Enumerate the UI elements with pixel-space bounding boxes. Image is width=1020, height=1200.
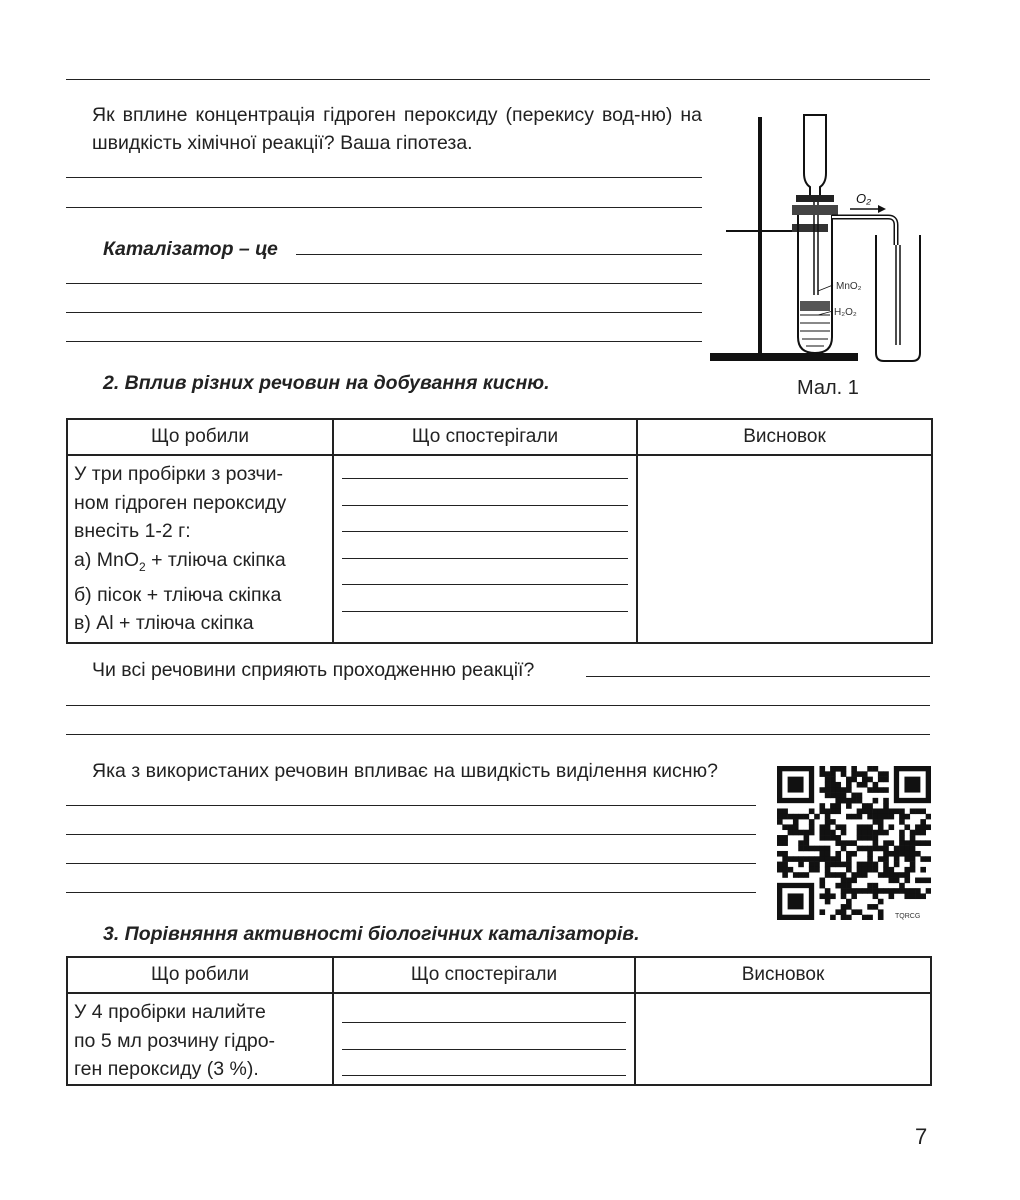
did-line: У 4 пробірки налийте [74,1001,266,1023]
did-line: по 5 мл розчину гідро- [74,1029,276,1052]
did-cell [67,993,333,1085]
o2-label: O₂ [856,191,872,206]
did-line: У три пробірки з розчи- [74,463,283,485]
experiment-table-2 [66,418,933,644]
observed-cell[interactable] [333,993,635,1085]
stand-base [710,353,858,361]
answer-line[interactable] [66,705,930,706]
h2o2-label: H₂O₂ [834,307,857,318]
observed-cell[interactable] [333,455,637,643]
figure-caption: Мал. 1 [797,377,859,399]
did-cell [67,455,333,643]
answer-line[interactable] [66,834,756,835]
answer-line[interactable] [66,805,756,806]
col-header-observed: Що спостерігали [333,419,637,455]
section2-heading: 2. Вплив різних речовин на добування кисню. [103,372,550,394]
page-number: 7 [915,1124,928,1149]
mno2-label: MnO₂ [836,281,862,292]
answer-line[interactable] [66,283,702,284]
top-rule [66,79,930,80]
col-header-conclusion: Висновок [635,957,931,993]
section3-heading: 3. Порівняння активності біологічних каталізаторів. [103,923,640,945]
did-line-mno2: а) MnO$_2$ + тліюча скіпка [74,548,286,574]
answer-line[interactable] [66,312,702,313]
did-line: ген пероксиду (3 %). [74,1058,259,1080]
answer-line[interactable] [66,177,702,178]
apparatus-figure [700,105,930,370]
col-header-did: Що робили [67,419,333,455]
answer-line[interactable] [342,1075,626,1076]
conclusion-cell[interactable] [637,455,932,643]
answer-line[interactable] [586,676,930,677]
col-header-observed: Що спостерігали [333,957,635,993]
answer-line[interactable] [296,254,702,255]
qr-tag: TQRCG [895,913,921,920]
did-line: ном гідроген пероксиду [74,491,287,514]
did-line: внесіть 1-2 г: [74,520,191,542]
conclusion-cell[interactable] [635,993,931,1085]
answer-line[interactable] [66,734,930,735]
answer-line[interactable] [342,558,628,559]
qr-code[interactable] [777,766,931,920]
catalyst-label: Каталізатор – це [103,238,278,260]
col-header-conclusion: Висновок [637,419,932,455]
did-line: в) Al + тліюча скіпка [74,612,254,635]
answer-line[interactable] [66,892,756,893]
answer-line[interactable] [342,611,628,612]
question-oxygen-rate: Яка з використаних речовин впливає на швидкість виділення кисню? [92,760,718,782]
answer-line[interactable] [342,478,628,479]
answer-line[interactable] [66,207,702,208]
answer-line[interactable] [342,584,628,585]
answer-line[interactable] [342,1049,626,1050]
col-header-did: Що робили [67,957,333,993]
answer-line[interactable] [342,1022,626,1023]
answer-line[interactable] [66,341,702,342]
question-all-substances: Чи всі речовини сприяють проходженню реакції? [92,659,535,681]
answer-line[interactable] [342,531,628,532]
answer-line[interactable] [342,505,628,506]
experiment-table-3 [66,956,932,1086]
stand-rod [758,117,762,355]
question-hypothesis-text: Як вплине концентрація гідроген пероксиду (перекису вод-ню) на швидкість хімічної реакції? Ваша гіпотеза. [92,104,702,154]
did-line: б) пісок + тліюча скіпка [74,583,282,606]
answer-line[interactable] [66,863,756,864]
